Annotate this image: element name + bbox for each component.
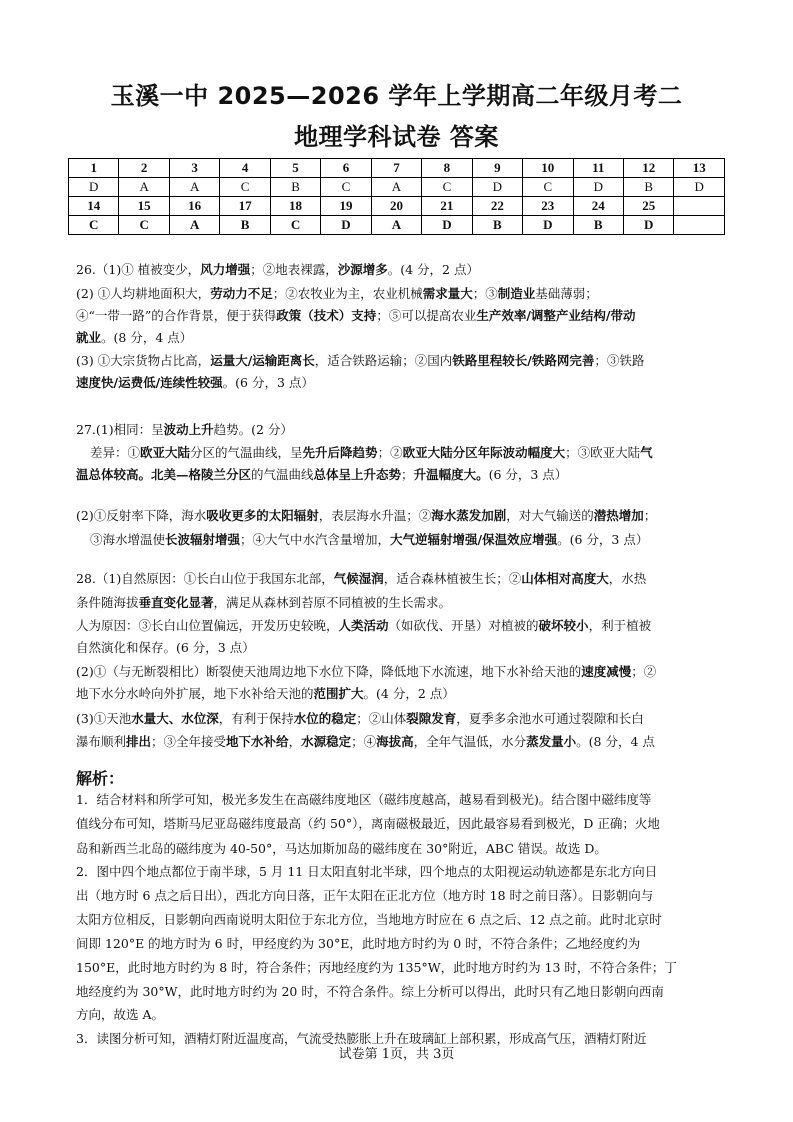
text-line: [76, 663, 656, 681]
table-cell: 7: [371, 159, 421, 178]
key-point-text: 风力增强: [200, 262, 251, 277]
body-text: 条件随海拔: [76, 595, 139, 610]
table-cell: A: [119, 178, 169, 197]
key-point-text: 海拔高: [376, 734, 414, 749]
table-cell: 16: [169, 197, 219, 216]
table-cell: 24: [573, 197, 623, 216]
table-cell: B: [623, 178, 673, 197]
key-point-text: 蒸发量小: [526, 734, 577, 749]
analysis-header: 解析：: [76, 769, 125, 788]
text-line: [90, 531, 648, 549]
key-point-text: 气: [640, 445, 653, 460]
key-point-text: 海水蒸发加剧: [431, 508, 507, 523]
key-point-text: 生产效率/调整产业结构/带动: [476, 308, 636, 323]
table-cell: D: [422, 216, 472, 235]
body-text: ，: [288, 734, 302, 749]
table-row: [69, 178, 725, 197]
text-line: [76, 374, 314, 392]
body-text: ，适合铁路运输；②国内: [314, 353, 453, 368]
table-cell: 13: [674, 159, 725, 178]
body-text: 的气温曲线: [251, 467, 314, 482]
body-text: ，表层海水升温；②: [318, 508, 432, 523]
key-point-text: 长波辐射增强: [165, 532, 241, 547]
table-cell: C: [119, 216, 169, 235]
page-subtitle: 地理学科试卷 答案: [294, 123, 499, 151]
body-text: 瀑布顺利: [76, 734, 127, 749]
table-row: [69, 159, 725, 178]
body-text: ，适合森林植被生长；②: [383, 571, 522, 586]
key-point-text: 铁路里程较长/铁路网完善: [452, 353, 595, 368]
body-text: 自然演化和保存。(6 分，3 点）: [76, 640, 255, 655]
table-cell: A: [169, 216, 219, 235]
table-cell: B: [270, 178, 320, 197]
body-text: ；③欧亚大陆: [565, 445, 641, 460]
body-text: (6 分，3 点）: [488, 467, 568, 482]
key-point-text: 排出: [126, 734, 152, 749]
table-cell: C: [220, 178, 270, 197]
text-line: [76, 815, 660, 833]
table-cell: 2: [119, 159, 169, 178]
key-point-text: 劳动力不足: [210, 286, 273, 301]
key-point-text: 山体相对高度大: [521, 571, 609, 586]
key-point-text: 运量大/运输距离长: [210, 353, 315, 368]
text-line: [90, 444, 653, 462]
key-point-text: 需求量大: [422, 286, 473, 301]
table-cell: 20: [371, 197, 421, 216]
table-cell: 21: [422, 197, 472, 216]
table-cell: 25: [623, 197, 673, 216]
body-text: 。(6 分，3 点）: [222, 375, 314, 390]
table-cell: 9: [472, 159, 522, 178]
text-line: [76, 791, 651, 809]
body-text: ③海水增温使: [90, 532, 166, 547]
text-line: [76, 685, 455, 703]
body-text: 趋势。(2 分）: [213, 422, 293, 437]
key-point-text: 波动上升: [163, 422, 214, 437]
text-line: [76, 887, 653, 905]
body-text: 。(4 分，2 点）: [387, 262, 479, 277]
table-cell: 5: [270, 159, 320, 178]
key-point-text: 沙源增多: [337, 262, 388, 277]
body-text: ；②农牧业为主，农业机械: [272, 286, 423, 301]
table-cell: A: [371, 178, 421, 197]
table-cell: 18: [270, 197, 320, 216]
table-cell: C: [523, 178, 573, 197]
text-line: [76, 570, 646, 588]
body-text: 2．图中四个地点都位于南半球，5 月 11 日太阳直射北半球，四个地点的太阳视运动轨迹都是东北方向日: [76, 864, 658, 879]
answer-table: [68, 158, 725, 235]
body-text: ，水热: [608, 571, 647, 586]
body-text: 出（地方时 6 点之后日出），西北方向日落，正午太阳在正北方位（地方时 18 时之前日落）。日影朝向与: [76, 888, 654, 903]
body-text: (2)①反射率下降，海水: [76, 508, 207, 523]
body-text: 27.(1)相同：呈: [76, 422, 164, 437]
text-line: [76, 840, 607, 858]
body-text: 基础薄弱；: [535, 286, 598, 301]
key-point-text: 破坏较小: [538, 618, 589, 633]
body-text: 28.（1)自然原因：①长白山位于我国东北部，: [76, 571, 334, 586]
table-cell: C: [422, 178, 472, 197]
table-cell: 10: [523, 159, 573, 178]
table-cell: C: [270, 216, 320, 235]
text-line: [76, 935, 640, 953]
key-point-text: 水量大、水位深: [131, 711, 219, 726]
table-row: [69, 197, 725, 216]
table-cell: D: [674, 178, 725, 197]
body-text: 岛和新西兰北岛的磁纬度为 40-50°，马达加斯加岛的磁纬度在 30°附近，ABC 错误。故选 D。: [76, 841, 607, 856]
key-point-text: 总体呈上升态势: [313, 467, 402, 482]
body-text: 1．结合材料和所学可知，极光多发生在高磁纬度地区（磁纬度越高，越易看到极光)。结合图中磁纬度等: [76, 792, 652, 807]
body-text: ；: [643, 508, 657, 523]
key-point-text: 裂隙发育: [406, 711, 457, 726]
table-cell: B: [573, 216, 623, 235]
key-point-text: 吸收更多的太阳辐射: [206, 508, 319, 523]
body-text: 26.（1)① 植被变少，: [76, 262, 201, 277]
key-point-text: 先升后降趋势: [302, 445, 378, 460]
text-line: [76, 594, 451, 612]
body-text: ；③全年接受: [151, 734, 227, 749]
table-cell: [674, 197, 725, 216]
body-text: ；②山体: [356, 711, 407, 726]
text-line: [76, 329, 192, 347]
body-text: 。(4 分，2 点）: [363, 686, 455, 701]
text-line: [76, 959, 677, 977]
text-line: [76, 983, 664, 1001]
table-row: [69, 216, 725, 235]
text-line: [76, 421, 293, 439]
body-text: ；④: [351, 734, 377, 749]
body-text: 3．读图分析可知，酒精灯附近温度高，气流受热膨胀上升在玻璃缸上部积累，形成高气压，酒精灯附近: [76, 1031, 647, 1046]
text-line: [76, 733, 655, 751]
table-cell: 8: [422, 159, 472, 178]
key-point-text: 水位的稳定: [293, 711, 357, 726]
body-text: 分区的气温曲线，呈: [190, 445, 303, 460]
key-point-text: 水源稳定: [301, 734, 352, 749]
body-text: ；②: [631, 664, 657, 679]
table-cell: C: [321, 178, 371, 197]
key-point-text: 垂直变化显著: [138, 595, 214, 610]
key-point-text: 潜热增加: [593, 508, 644, 523]
body-text: (2)①（与无断裂相比）断裂使天池周边地下水位下降，降低地下水流速，地下水补给天池的: [76, 664, 582, 679]
body-text: ；②地表裸露，: [250, 262, 338, 277]
body-text: ；: [401, 467, 414, 482]
key-point-text: 制造业: [497, 286, 536, 301]
text-line: [76, 710, 644, 728]
table-cell: D: [573, 178, 623, 197]
table-cell: 19: [321, 197, 371, 216]
table-cell: 23: [523, 197, 573, 216]
body-text: 差异：①: [90, 445, 141, 460]
table-cell: 6: [321, 159, 371, 178]
body-text: 。(8 分，4 点）: [101, 330, 193, 345]
body-text: 人为原因：③长白山位置偏远，开发历史较晚，: [76, 618, 339, 633]
table-cell: 22: [472, 197, 522, 216]
table-cell: 15: [119, 197, 169, 216]
text-line: [76, 617, 651, 635]
text-line: [76, 639, 255, 657]
table-cell: 3: [169, 159, 219, 178]
body-text: 太阳方位相反，日影朝向西南说明太阳位于东北方位，当地地方时应在 6 点之后、12 点之前。此时北京时: [76, 912, 662, 927]
key-point-text: 气候湿润: [333, 571, 384, 586]
text-line: [76, 911, 662, 929]
body-text: ，夏季多余池水可通过裂隙和长白: [456, 711, 644, 726]
table-cell: 4: [220, 159, 270, 178]
body-text: ，对大气输送的: [506, 508, 594, 523]
body-text: ，满足从森林到苔原不同植被的生长需求。: [213, 595, 452, 610]
text-line: [76, 863, 657, 881]
table-cell: 1: [69, 159, 119, 178]
body-text: ；③铁路: [594, 353, 645, 368]
body-text: (3)①天池: [76, 711, 132, 726]
table-cell: D: [623, 216, 673, 235]
body-text: 地经度约为 30°W，此时地方时约为 20 时，不符合条件。综上分析可以得出，此时只有乙地日影朝向西南: [76, 984, 664, 999]
table-cell: D: [523, 216, 573, 235]
page-title: 玉溪一中 2025—2026 学年上学期高二年级月考二: [110, 82, 683, 110]
body-text: (3) ①大宗货物占比高，: [76, 353, 211, 368]
body-text: 方向，故选 A。: [76, 1007, 165, 1022]
body-text: ，全年气温低，水分: [413, 734, 527, 749]
text-line: [76, 307, 635, 325]
table-cell: D: [69, 178, 119, 197]
key-point-text: 地下水补给: [226, 734, 289, 749]
text-line: [76, 466, 567, 484]
key-point-text: 速度减慢: [581, 664, 632, 679]
body-text: 值线分布可知，塔斯马尼亚岛磁纬度最高（约 50°），离南磁极最近，因此最容易看到极光，D 正确；火地: [76, 816, 660, 831]
body-text: ，利于植被: [588, 618, 652, 633]
key-point-text: 欧亚大陆分区年际波动幅度大: [402, 445, 566, 460]
table-cell: C: [69, 216, 119, 235]
key-point-text: 就业: [76, 330, 102, 345]
body-text: 间即 120°E 的地方时为 6 时，甲经度约为 30°E，此时地方时约为 0 时，不符合条件；乙地经度约为: [76, 936, 641, 951]
table-cell: 11: [573, 159, 623, 178]
text-line: [76, 261, 479, 279]
table-cell: 17: [220, 197, 270, 216]
body-text: 150°E，此时地方时约为 8 时，符合条件；丙地经度约为 135°W，此时地方时约为 13 时，不符合条件；丁: [76, 960, 677, 975]
table-cell: B: [472, 216, 522, 235]
body-text: 地下水分水岭向外扩展，地下水补给天池的: [76, 686, 314, 701]
body-text: ，有利于保持: [218, 711, 294, 726]
key-point-text: 人类活动: [338, 618, 389, 633]
key-point-text: 速度快/运费低/连续性较强: [76, 375, 223, 390]
body-text: (2) ①人均耕地面积大，: [76, 286, 211, 301]
table-cell: [674, 216, 725, 235]
text-line: [76, 1006, 164, 1024]
table-cell: B: [220, 216, 270, 235]
table-cell: D: [472, 178, 522, 197]
body-text: 。(6 分，3 点）: [557, 532, 649, 547]
table-cell: 14: [69, 197, 119, 216]
table-cell: A: [169, 178, 219, 197]
key-point-text: 政策（技术）支持: [276, 308, 377, 323]
text-line: [76, 507, 656, 525]
body-text: 。(8 分，4 点: [576, 734, 655, 749]
body-text: ④“一带一路”的合作背景，便于获得: [76, 308, 277, 323]
table-cell: D: [321, 216, 371, 235]
text-line: [76, 285, 598, 303]
text-line: [76, 352, 644, 370]
key-point-text: 范围扩大: [313, 686, 364, 701]
table-cell: 12: [623, 159, 673, 178]
key-point-text: 欧亚大陆: [140, 445, 191, 460]
body-text: ；④大气中水汽含量增加，: [240, 532, 391, 547]
body-text: ；③: [472, 286, 498, 301]
body-text: （如砍伐、开垦）对植被的: [388, 618, 539, 633]
key-point-text: 升温幅度大。: [413, 467, 489, 482]
page-footer: 试卷第 1页，共 3页: [338, 1047, 455, 1062]
body-text: ；⑤可以提高农业: [376, 308, 477, 323]
key-point-text: 大气逆辐射增强/保温效应增强: [390, 532, 558, 547]
table-cell: A: [371, 216, 421, 235]
body-text: ；②: [377, 445, 403, 460]
key-point-text: 温总体较高。北美—格陵兰分区: [76, 467, 252, 482]
